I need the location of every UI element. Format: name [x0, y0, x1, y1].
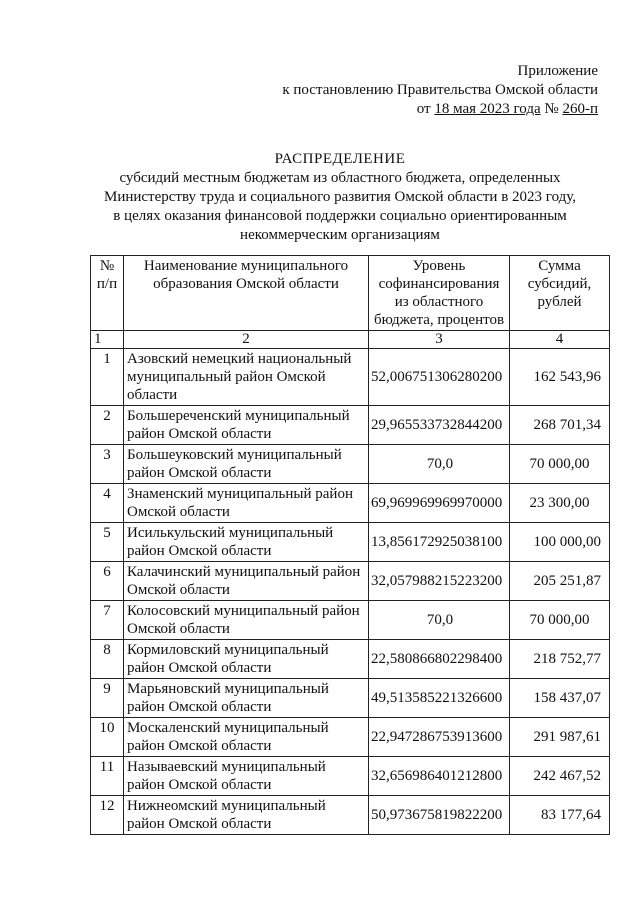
row-number: 1: [91, 349, 124, 406]
row-number: 11: [91, 757, 124, 796]
table-row: [91, 679, 610, 718]
appendix-number-sign: №: [540, 101, 563, 117]
municipality-line: Калачинский муниципальный район: [127, 564, 361, 580]
municipality-line: Называевский муниципальный: [127, 759, 326, 775]
column-index: 1: [91, 331, 124, 349]
municipality-line: район Омской области: [127, 699, 272, 715]
municipality-line: Азовский немецкий национальный: [127, 351, 352, 367]
municipality-line: Омской области: [127, 504, 230, 520]
heading-line-3: в целях оказания финансовой поддержки социально ориентированным: [113, 208, 567, 224]
appendix-date: 18 мая 2023 года: [434, 101, 541, 117]
municipality-line: Марьяновский муниципальный: [127, 681, 329, 697]
header-municipality-line: образования Омской области: [153, 276, 339, 292]
row-municipality: [124, 757, 369, 796]
header-sum-line: рублей: [537, 294, 582, 310]
column-index: 3: [369, 331, 510, 349]
row-cofinancing-percent: 13,856172925038100: [369, 523, 510, 562]
header-number-line: №: [99, 258, 115, 274]
table-row: [91, 445, 610, 484]
municipality-line: Большеуковский муниципальный: [127, 447, 342, 463]
row-cofinancing-percent: 52,006751306280200: [369, 349, 510, 406]
municipality-line: муниципальный район Омской: [127, 369, 326, 385]
row-subsidy-sum: 205 251,87: [510, 562, 610, 601]
municipality-line: Колосовский муниципальный район: [127, 603, 360, 619]
document-title: РАСПРЕДЕЛЕНИЕ: [274, 151, 406, 167]
row-subsidy-sum: 218 752,77: [510, 640, 610, 679]
row-subsidy-sum: 268 701,34: [510, 406, 610, 445]
row-number: 9: [91, 679, 124, 718]
row-number: 7: [91, 601, 124, 640]
header-cofinancing-line: софинансирования: [378, 276, 500, 292]
row-cofinancing-percent: 50,973675819822200: [369, 796, 510, 835]
row-subsidy-sum: 291 987,61: [510, 718, 610, 757]
row-number: 2: [91, 406, 124, 445]
table-row: [91, 349, 610, 406]
municipality-line: район Омской области: [127, 816, 272, 832]
header-number: [91, 256, 124, 331]
column-index-row: [91, 331, 610, 349]
row-municipality: [124, 679, 369, 718]
table-row: [91, 601, 610, 640]
header-cofinancing-line: из областного: [394, 294, 484, 310]
row-cofinancing-percent: 22,580866802298400: [369, 640, 510, 679]
row-municipality: [124, 445, 369, 484]
row-subsidy-sum: 70 000,00: [510, 601, 610, 640]
header-cofinancing-line: Уровень: [412, 258, 466, 274]
municipality-line: Большереченский муниципальный: [127, 408, 350, 424]
row-municipality: [124, 718, 369, 757]
row-cofinancing-percent: 69,969969969970000: [369, 484, 510, 523]
municipality-line: области: [127, 387, 178, 403]
header-municipality: [124, 256, 369, 331]
row-cofinancing-percent: 49,513585221326600: [369, 679, 510, 718]
row-number: 5: [91, 523, 124, 562]
row-subsidy-sum: 83 177,64: [510, 796, 610, 835]
appendix-date-prefix: от: [416, 101, 435, 117]
table-row: [91, 640, 610, 679]
appendix-resolution: к постановлению Правительства Омской области: [282, 82, 598, 98]
heading-line-2: Министерству труда и социального развития Омской области в 2023 году,: [103, 189, 577, 205]
row-number: 10: [91, 718, 124, 757]
table-row: [91, 406, 610, 445]
row-subsidy-sum: 162 543,96: [510, 349, 610, 406]
table-row: [91, 796, 610, 835]
municipality-line: Исилькульский муниципальный: [127, 525, 334, 541]
table-row: [91, 718, 610, 757]
municipality-line: район Омской области: [127, 738, 272, 754]
heading-line-4: некоммерческим организациям: [240, 227, 440, 243]
row-number: 12: [91, 796, 124, 835]
row-municipality: [124, 640, 369, 679]
row-subsidy-sum: 70 000,00: [510, 445, 610, 484]
header-municipality-line: Наименование муниципального: [143, 258, 349, 274]
appendix-number: 260-п: [562, 101, 598, 117]
heading-line-1: субсидий местным бюджетам из областного бюджета, определенных: [119, 170, 561, 186]
row-cofinancing-percent: 70,0: [369, 601, 510, 640]
header-sum-line: Сумма: [538, 258, 581, 274]
municipality-line: Омской области: [127, 621, 230, 637]
municipality-line: Кормиловский муниципальный: [127, 642, 329, 658]
row-subsidy-sum: 158 437,07: [510, 679, 610, 718]
row-number: 6: [91, 562, 124, 601]
table-header-row: [91, 256, 610, 331]
table-row: [91, 757, 610, 796]
row-municipality: [124, 406, 369, 445]
row-number: 8: [91, 640, 124, 679]
header-subsidy-sum: [510, 256, 610, 331]
distribution-table: [90, 255, 610, 835]
municipality-line: Москаленский муниципальный: [127, 720, 329, 736]
municipality-line: Знаменский муниципальный район: [127, 486, 353, 502]
row-cofinancing-percent: 32,057988215223200: [369, 562, 510, 601]
appendix-title: Приложение: [517, 63, 598, 79]
municipality-line: Нижнеомский муниципальный: [127, 798, 326, 814]
row-cofinancing-percent: 22,947286753913600: [369, 718, 510, 757]
municipality-line: район Омской области: [127, 465, 272, 481]
row-cofinancing-percent: 70,0: [369, 445, 510, 484]
appendix-block: [282, 62, 598, 119]
document-heading: [60, 150, 620, 245]
municipality-line: район Омской области: [127, 543, 272, 559]
appendix-date-line: [282, 100, 598, 119]
row-subsidy-sum: 242 467,52: [510, 757, 610, 796]
column-index: 2: [124, 331, 369, 349]
row-number: 4: [91, 484, 124, 523]
municipality-line: район Омской области: [127, 426, 272, 442]
row-number: 3: [91, 445, 124, 484]
table-row: [91, 562, 610, 601]
row-cofinancing-percent: 32,656986401212800: [369, 757, 510, 796]
municipality-line: Омской области: [127, 582, 230, 598]
row-subsidy-sum: 100 000,00: [510, 523, 610, 562]
header-cofinancing: [369, 256, 510, 331]
row-municipality: [124, 562, 369, 601]
row-municipality: [124, 796, 369, 835]
header-number-line: п/п: [96, 276, 118, 292]
municipality-line: район Омской области: [127, 660, 272, 676]
row-municipality: [124, 484, 369, 523]
column-index: 4: [510, 331, 610, 349]
municipality-line: район Омской области: [127, 777, 272, 793]
header-sum-line: субсидий,: [527, 276, 592, 292]
table-row: [91, 523, 610, 562]
row-municipality: [124, 349, 369, 406]
row-subsidy-sum: 23 300,00: [510, 484, 610, 523]
row-municipality: [124, 601, 369, 640]
row-municipality: [124, 523, 369, 562]
row-cofinancing-percent: 29,965533732844200: [369, 406, 510, 445]
table-row: [91, 484, 610, 523]
header-cofinancing-line: бюджета, процентов: [373, 312, 505, 328]
